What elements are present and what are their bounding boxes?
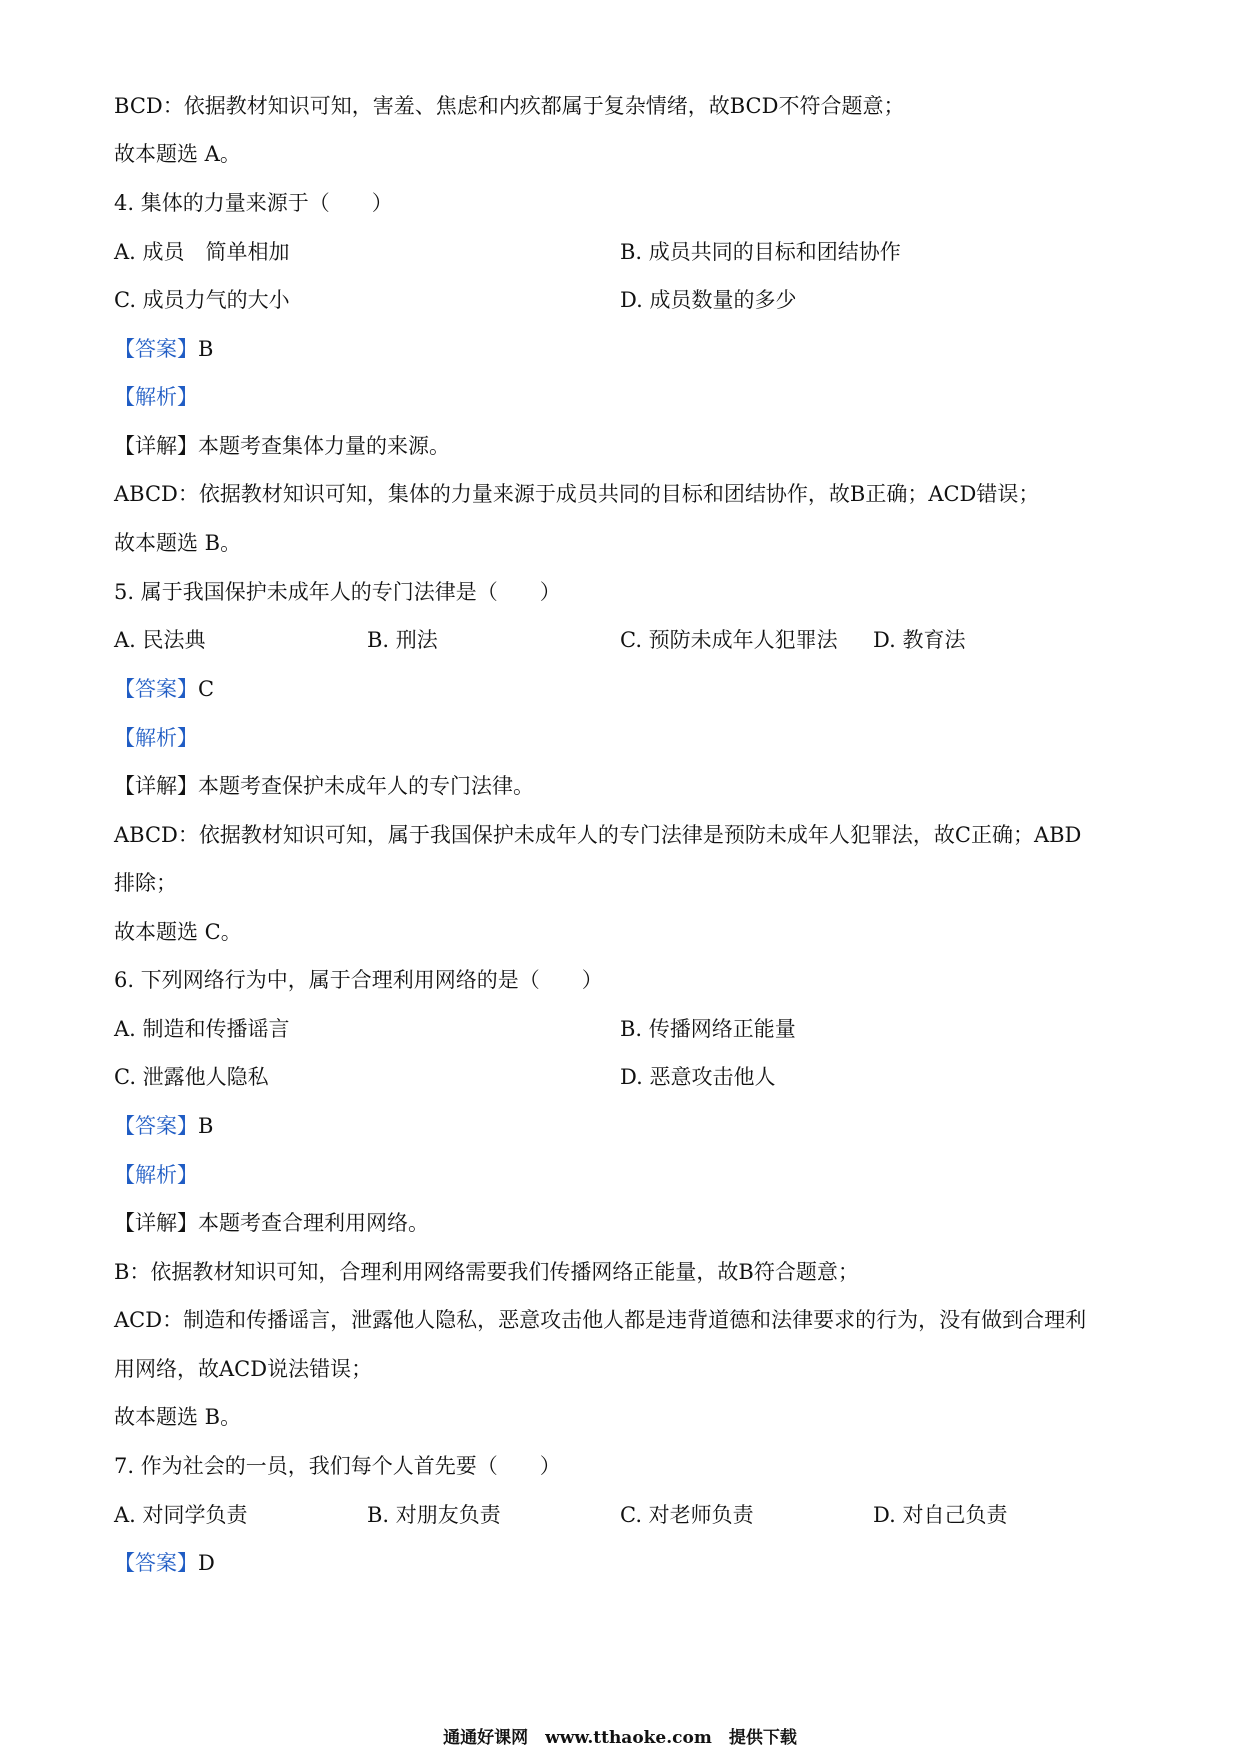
answer-value: B: [198, 1114, 214, 1138]
text-line: 用网络，故ACD说法错误；: [114, 1357, 373, 1381]
q4-option-d: D. 成员数量的多少: [620, 288, 797, 312]
text-line: ABCD：依据教材知识可知，集体的力量来源于成员共同的目标和团结协作，故B正确；ACD错误；: [114, 482, 1040, 506]
q4-option-c: C. 成员力气的大小: [114, 288, 290, 312]
q4-analysis-tag: 【解析】: [114, 385, 198, 409]
answer-value: D: [198, 1551, 215, 1575]
q5-analysis-tag: 【解析】: [114, 726, 198, 750]
q4-answer: [114, 335, 213, 363]
text-line: 【详解】本题考查合理利用网络。: [114, 1211, 429, 1235]
q4-option-a: A. 成员 简单相加: [114, 240, 290, 264]
answer-tag: 【答案】: [114, 1114, 198, 1138]
text-line: BCD：依据教材知识可知，害羞、焦虑和内疚都属于复杂情绪，故BCD不符合题意；: [114, 94, 905, 118]
answer-tag: 【答案】: [114, 1551, 198, 1575]
page-footer: 通通好课网 www.tthaoke.com 提供下载: [443, 1728, 797, 1748]
q7-option-a: A. 对同学负责: [114, 1503, 248, 1527]
text-line: 排除；: [114, 871, 177, 895]
text-line: ACD：制造和传播谣言，泄露他人隐私，恶意攻击他人都是违背道德和法律要求的行为，没有做到合理利: [114, 1308, 1087, 1332]
question-4-stem: 4. 集体的力量来源于（ ）: [114, 191, 393, 215]
text-line: B：依据教材知识可知，合理利用网络需要我们传播网络正能量，故B符合题意；: [114, 1260, 859, 1284]
answer-value: B: [198, 337, 214, 361]
text-line: 【详解】本题考查保护未成年人的专门法律。: [114, 774, 534, 798]
q6-analysis-tag: 【解析】: [114, 1163, 198, 1187]
answer-tag: 【答案】: [114, 677, 198, 701]
q7-option-b: B. 对朋友负责: [367, 1503, 501, 1527]
q7-option-d: D. 对自己负责: [873, 1503, 1008, 1527]
answer-value: C: [198, 677, 215, 701]
text-line: 【详解】本题考查集体力量的来源。: [114, 434, 450, 458]
q5-option-c: C. 预防未成年人犯罪法: [620, 628, 838, 652]
text-line: 故本题选 A。: [114, 142, 241, 166]
q5-option-b: B. 刑法: [367, 628, 438, 652]
text-line: 故本题选 B。: [114, 531, 242, 555]
q6-answer: [114, 1112, 213, 1140]
text-line: 故本题选 B。: [114, 1405, 242, 1429]
text-line: 故本题选 C。: [114, 920, 242, 944]
question-6-stem: 6. 下列网络行为中，属于合理利用网络的是（ ）: [114, 968, 603, 992]
q6-option-d: D. 恶意攻击他人: [620, 1065, 776, 1089]
q5-answer: [114, 675, 214, 703]
q6-option-c: C. 泄露他人隐私: [114, 1065, 269, 1089]
q5-option-a: A. 民法典: [114, 628, 206, 652]
q7-option-c: C. 对老师负责: [620, 1503, 754, 1527]
q4-option-b: B. 成员共同的目标和团结协作: [620, 240, 901, 264]
q6-option-b: B. 传播网络正能量: [620, 1017, 796, 1041]
question-5-stem: 5. 属于我国保护未成年人的专门法律是（ ）: [114, 580, 561, 604]
text-line: ABCD：依据教材知识可知，属于我国保护未成年人的专门法律是预防未成年人犯罪法，故C正确；ABD: [114, 823, 1082, 847]
q6-option-a: A. 制造和传播谣言: [114, 1017, 290, 1041]
q5-option-d: D. 教育法: [873, 628, 966, 652]
q7-answer: [114, 1549, 215, 1577]
question-7-stem: 7. 作为社会的一员，我们每个人首先要（ ）: [114, 1454, 561, 1478]
answer-tag: 【答案】: [114, 337, 198, 361]
